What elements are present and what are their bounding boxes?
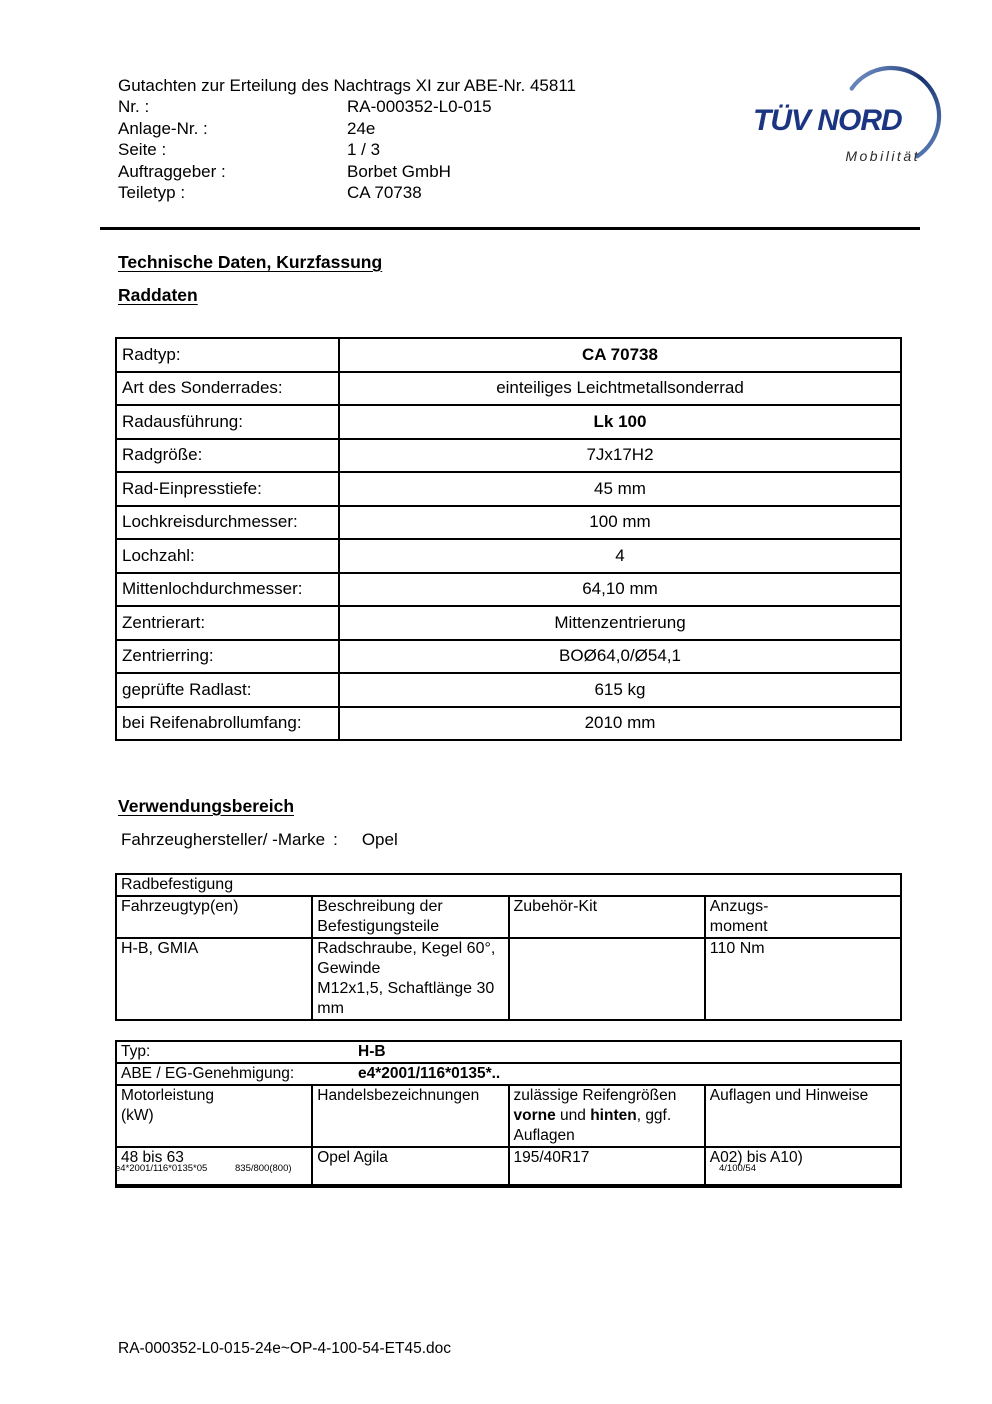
column-header-bold: hinten bbox=[590, 1107, 637, 1124]
row-label: Zentrierart: bbox=[116, 606, 339, 640]
table-row bbox=[116, 405, 901, 439]
document-header bbox=[118, 75, 758, 203]
field-value: 1 / 3 bbox=[347, 140, 381, 160]
table-header-row bbox=[116, 896, 901, 938]
column-header-bold: vorne bbox=[513, 1107, 556, 1124]
row-value: 100 mm bbox=[339, 506, 901, 540]
table-row bbox=[116, 640, 901, 674]
hersteller-label: Fahrzeughersteller/ -Marke bbox=[121, 830, 326, 849]
section-heading-verwendungsbereich: Verwendungsbereich bbox=[118, 796, 295, 816]
row-label: Mittenlochdurchmesser: bbox=[116, 573, 339, 607]
logo-tagline: Mobilität bbox=[845, 148, 920, 164]
row-value: einteiliges Leichtmetallsonderrad bbox=[339, 372, 901, 406]
row-label: bei Reifenabrollumfang: bbox=[116, 707, 339, 741]
abe-value: e4*2001/116*0135*.. bbox=[358, 1065, 501, 1082]
typ-value: H-B bbox=[358, 1043, 386, 1060]
logo-wordmark: TÜV NORD bbox=[753, 104, 902, 137]
header-divider bbox=[100, 227, 920, 230]
cell-motorleistung: 48 bis 63 bbox=[116, 1147, 312, 1186]
header-field-nr bbox=[118, 96, 758, 117]
table-row bbox=[116, 606, 901, 640]
field-value: Borbet GmbH bbox=[347, 161, 451, 181]
table-header-row bbox=[116, 1085, 901, 1147]
column-header: Auflagen und Hinweise bbox=[705, 1085, 901, 1147]
row-label: Radtyp: bbox=[116, 338, 339, 372]
column-header: Fahrzeugtyp(en) bbox=[116, 896, 312, 938]
column-header-line: Anzugs- bbox=[709, 898, 769, 915]
field-value: 24e bbox=[347, 118, 376, 138]
footnote-lochkreis: 4/100/54 bbox=[719, 1163, 756, 1174]
field-value: CA 70738 bbox=[347, 183, 422, 203]
cell-reifengroesse: 195/40R17 bbox=[509, 1147, 705, 1186]
row-label: Art des Sonderrades: bbox=[116, 372, 339, 406]
row-value: 7Jx17H2 bbox=[339, 439, 901, 473]
field-value: RA-000352-L0-015 bbox=[347, 97, 492, 117]
row-value: 615 kg bbox=[339, 673, 901, 707]
table-row bbox=[116, 472, 901, 506]
column-header-line: Motorleistung bbox=[121, 1087, 215, 1104]
table-row bbox=[116, 573, 901, 607]
cell-handelsbezeichnung: Opel Agila bbox=[312, 1147, 508, 1186]
table-row bbox=[116, 673, 901, 707]
table-row bbox=[116, 372, 901, 406]
cell-fahrzeugtyp: H-B, GMIA bbox=[116, 938, 312, 1020]
column-header-line: zulässige Reifengrößen bbox=[513, 1087, 677, 1104]
table-row bbox=[116, 938, 901, 1020]
cell-line: M12x1,5, Schaftlänge 30 mm bbox=[317, 980, 495, 1017]
table-row bbox=[116, 539, 901, 573]
cell-auflagen: A02) bis A10) bbox=[705, 1147, 901, 1186]
row-value: 4 bbox=[339, 539, 901, 573]
column-header-line: (kW) bbox=[121, 1107, 154, 1124]
column-header-line: , ggf. Auflagen bbox=[513, 1107, 672, 1144]
column-header bbox=[705, 896, 901, 938]
field-label: Anlage-Nr. : bbox=[118, 118, 208, 138]
cell-zubehoer bbox=[509, 938, 705, 1020]
column-header bbox=[116, 1085, 312, 1147]
column-header: Beschreibung der Befestigungsteile bbox=[312, 896, 508, 938]
row-label: Zentrierring: bbox=[116, 640, 339, 674]
hersteller-colon: : bbox=[333, 830, 338, 849]
document-title: Gutachten zur Erteilung des Nachtrags XI zur ABE-Nr. 45811 bbox=[118, 76, 576, 95]
hersteller-value: Opel bbox=[361, 830, 398, 849]
footnote-genehmigung: e4*2001/116*0135*05 bbox=[115, 1163, 208, 1174]
typ-cell bbox=[116, 1041, 901, 1063]
field-label: Seite : bbox=[118, 140, 167, 160]
tuv-nord-logo bbox=[748, 50, 948, 180]
abe-label: ABE / EG-Genehmigung: bbox=[121, 1065, 295, 1082]
table-row bbox=[116, 506, 901, 540]
column-header: Zubehör-Kit bbox=[509, 896, 705, 938]
row-value: CA 70738 bbox=[339, 338, 901, 372]
header-field-auftraggeber bbox=[118, 161, 758, 182]
column-header-line: moment bbox=[709, 918, 768, 935]
table-row bbox=[116, 439, 901, 473]
row-value: Lk 100 bbox=[339, 405, 901, 439]
row-label: Rad-Einpresstiefe: bbox=[116, 472, 339, 506]
column-header: Handelsbezeichnungen bbox=[312, 1085, 508, 1147]
section-heading-technische-daten: Technische Daten, Kurzfassung bbox=[118, 252, 383, 272]
row-value: BOØ64,0/Ø54,1 bbox=[339, 640, 901, 674]
footnote-code: 835/800(800) bbox=[235, 1163, 292, 1174]
row-label: Lochzahl: bbox=[116, 539, 339, 573]
table-row bbox=[116, 707, 901, 741]
footer-filename: RA-000352-L0-015-24e~OP-4-100-54-ET45.doc bbox=[118, 1340, 452, 1357]
header-field-anlage bbox=[118, 118, 758, 139]
cell-beschreibung bbox=[312, 938, 508, 1020]
fahrzeughersteller-line bbox=[121, 830, 398, 850]
radbefestigung-title: Radbefestigung bbox=[116, 874, 901, 896]
cell-anzugsmoment: 110 Nm bbox=[705, 938, 901, 1020]
row-label: Radgröße: bbox=[116, 439, 339, 473]
cell-line: Radschraube, Kegel 60°, Gewinde bbox=[317, 940, 496, 977]
row-label: Radausführung: bbox=[116, 405, 339, 439]
table-footnotes bbox=[115, 1163, 902, 1175]
abe-row bbox=[116, 1063, 901, 1085]
typ-label: Typ: bbox=[121, 1043, 151, 1060]
table-row bbox=[116, 338, 901, 372]
abe-cell bbox=[116, 1063, 901, 1085]
column-header bbox=[509, 1085, 705, 1147]
header-field-seite bbox=[118, 139, 758, 160]
section-heading-raddaten: Raddaten bbox=[118, 285, 198, 305]
row-label: geprüfte Radlast: bbox=[116, 673, 339, 707]
column-header-line: und bbox=[555, 1107, 591, 1124]
field-label: Nr. : bbox=[118, 97, 150, 117]
row-value: 64,10 mm bbox=[339, 573, 901, 607]
typ-row bbox=[116, 1041, 901, 1063]
field-label: Teiletyp : bbox=[118, 183, 186, 203]
table-title-row bbox=[116, 874, 901, 896]
row-value: 2010 mm bbox=[339, 707, 901, 741]
radbefestigung-table bbox=[115, 873, 902, 1021]
raddaten-table bbox=[115, 337, 902, 741]
row-label: Lochkreisdurchmesser: bbox=[116, 506, 339, 540]
field-label: Auftraggeber : bbox=[118, 161, 226, 181]
header-field-teiletyp bbox=[118, 182, 758, 203]
row-value: Mittenzentrierung bbox=[339, 606, 901, 640]
row-value: 45 mm bbox=[339, 472, 901, 506]
